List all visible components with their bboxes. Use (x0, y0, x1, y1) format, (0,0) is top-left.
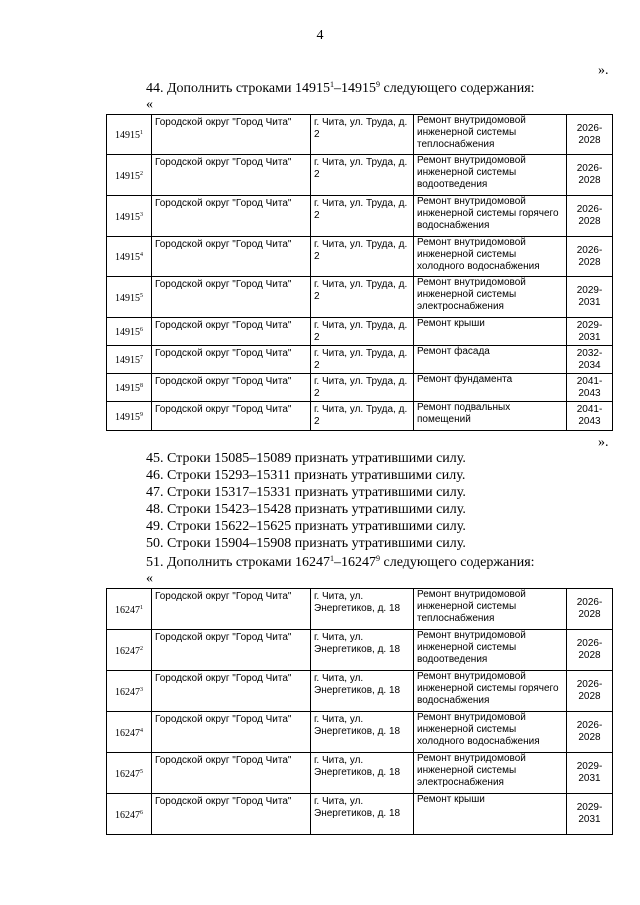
municipality-cell: Городской округ "Город Чита" (152, 794, 311, 835)
opening-quote-2: « (146, 571, 153, 586)
item-46: 46. Строки 15293–15311 признать утратившими силу. (146, 468, 466, 483)
item-51-sup-start: 1 (330, 554, 334, 563)
page-number: 4 (316, 28, 324, 43)
item-48: 48. Строки 15423–15428 признать утратившими силу. (146, 502, 466, 517)
row-number-sup: 6 (140, 327, 143, 333)
years-cell: 2029-2031 (567, 277, 613, 318)
years-cell: 2026-2028 (567, 712, 613, 753)
years-cell: 2026-2028 (567, 115, 613, 155)
address-cell: г. Чита, ул. Энергетиков, д. 18 (311, 753, 414, 794)
row-number (107, 712, 152, 753)
years-cell: 2029-2031 (567, 318, 613, 346)
item-47: 47. Строки 15317–15331 признать утратившими силу. (146, 485, 466, 500)
years-cell: 2029-2031 (567, 794, 613, 835)
municipality-cell: Городской округ "Город Чита" (152, 196, 311, 237)
municipality-cell: Городской округ "Город Чита" (152, 374, 311, 402)
closing-quote-previous: ». (598, 63, 609, 78)
table-row (107, 277, 613, 318)
closing-quote-table1: ». (598, 435, 609, 450)
work-type-cell: Ремонт внутридомовой инженерной системы теплоснабжения (414, 115, 567, 155)
work-type-cell: Ремонт внутридомовой инженерной системы горячего водоснабжения (414, 671, 567, 712)
row-number-sup: 5 (140, 768, 143, 775)
years-cell: 2026-2028 (567, 237, 613, 277)
item-51-dash: –16247 (334, 555, 376, 570)
rows-table-16247-body (107, 589, 613, 835)
row-number-sup: 3 (140, 211, 143, 218)
row-number-base: 16247 (115, 809, 140, 821)
table-row (107, 196, 613, 237)
address-cell: г. Чита, ул. Энергетиков, д. 18 (311, 630, 414, 671)
row-number-base: 14915 (115, 355, 140, 366)
rows-table-14915 (106, 114, 613, 431)
rows-table-14915-body (107, 115, 613, 431)
work-type-cell: Ремонт внутридомовой инженерной системы холодного водоснабжения (414, 712, 567, 753)
municipality-cell: Городской округ "Город Чита" (152, 115, 311, 155)
row-number (107, 155, 152, 196)
work-type-cell: Ремонт внутридомовой инженерной системы электроснабжения (414, 753, 567, 794)
address-cell: г. Чита, ул. Энергетиков, д. 18 (311, 589, 414, 630)
table-row (107, 589, 613, 630)
row-number-sup: 6 (140, 809, 143, 816)
row-number-sup: 4 (140, 727, 143, 734)
address-cell: г. Чита, ул. Труда, д. 2 (311, 155, 414, 196)
row-number-base: 16247 (115, 645, 140, 657)
row-number (107, 589, 152, 630)
municipality-cell: Городской округ "Город Чита" (152, 237, 311, 277)
address-cell: г. Чита, ул. Труда, д. 2 (311, 346, 414, 374)
row-number-base: 16247 (115, 768, 140, 780)
item-50: 50. Строки 15904–15908 признать утратившими силу. (146, 536, 466, 551)
row-number (107, 794, 152, 835)
address-cell: г. Чита, ул. Труда, д. 2 (311, 374, 414, 402)
rows-table-16247 (106, 588, 613, 835)
table-row (107, 115, 613, 155)
row-number (107, 277, 152, 318)
row-number (107, 402, 152, 431)
row-number-sup: 2 (140, 645, 143, 652)
row-number-base: 14915 (115, 211, 140, 223)
municipality-cell: Городской округ "Город Чита" (152, 402, 311, 431)
years-cell: 2026-2028 (567, 589, 613, 630)
item-49: 49. Строки 15622–15625 признать утратившими силу. (146, 519, 466, 534)
municipality-cell: Городской округ "Город Чита" (152, 155, 311, 196)
years-cell: 2029-2031 (567, 753, 613, 794)
table-row (107, 346, 613, 374)
table-row (107, 155, 613, 196)
row-number-base: 14915 (115, 327, 140, 338)
row-number-base: 16247 (115, 727, 140, 739)
row-number-base: 14915 (115, 130, 140, 141)
row-number-sup: 7 (140, 355, 143, 361)
row-number (107, 753, 152, 794)
municipality-cell: Городской округ "Город Чита" (152, 318, 311, 346)
work-type-cell: Ремонт внутридомовой инженерной системы водоотведения (414, 155, 567, 196)
work-type-cell: Ремонт внутридомовой инженерной системы электроснабжения (414, 277, 567, 318)
item-44-suffix: следующего содержания: (380, 81, 535, 96)
row-number (107, 115, 152, 155)
items-list (146, 450, 466, 552)
table-row (107, 374, 613, 402)
row-number-sup: 8 (140, 383, 143, 389)
municipality-cell: Городской округ "Город Чита" (152, 671, 311, 712)
row-number (107, 346, 152, 374)
work-type-cell: Ремонт фундамента (414, 374, 567, 402)
row-number-sup: 1 (140, 604, 143, 611)
table-row (107, 753, 613, 794)
table-row (107, 712, 613, 753)
table-row (107, 402, 613, 431)
item-44-sup-end: 9 (376, 80, 380, 89)
work-type-cell: Ремонт внутридомовой инженерной системы горячего водоснабжения (414, 196, 567, 237)
years-cell: 2026-2028 (567, 630, 613, 671)
table-row (107, 237, 613, 277)
municipality-cell: Городской округ "Город Чита" (152, 753, 311, 794)
row-number-sup: 9 (140, 411, 143, 418)
item-51-text: 51. Дополнить строками 16247 (146, 555, 330, 570)
row-number-base: 14915 (115, 252, 140, 263)
item-44-text: 44. Дополнить строками 14915 (146, 81, 330, 96)
row-number (107, 630, 152, 671)
item-44-dash: –14915 (334, 81, 376, 96)
row-number (107, 196, 152, 237)
item-51-sup-end: 9 (376, 554, 380, 563)
row-number-sup: 4 (140, 252, 143, 258)
table-row (107, 794, 613, 835)
row-number (107, 374, 152, 402)
municipality-cell: Городской округ "Город Чита" (152, 277, 311, 318)
municipality-cell: Городской округ "Город Чита" (152, 346, 311, 374)
years-cell: 2041-2043 (567, 374, 613, 402)
row-number-sup: 3 (140, 686, 143, 693)
address-cell: г. Чита, ул. Труда, д. 2 (311, 196, 414, 237)
item-45: 45. Строки 15085–15089 признать утратившими силу. (146, 451, 466, 466)
table-row (107, 671, 613, 712)
row-number-base: 16247 (115, 686, 140, 698)
years-cell: 2032-2034 (567, 346, 613, 374)
table-row (107, 630, 613, 671)
row-number (107, 671, 152, 712)
address-cell: г. Чита, ул. Труда, д. 2 (311, 318, 414, 346)
years-cell: 2041-2043 (567, 402, 613, 431)
work-type-cell: Ремонт фасада (414, 346, 567, 374)
municipality-cell: Городской округ "Город Чита" (152, 589, 311, 630)
row-number-base: 14915 (115, 292, 140, 304)
row-number (107, 318, 152, 346)
municipality-cell: Городской округ "Город Чита" (152, 712, 311, 753)
row-number-sup: 2 (140, 170, 143, 177)
work-type-cell: Ремонт внутридомовой инженерной системы теплоснабжения (414, 589, 567, 630)
municipality-cell: Городской округ "Город Чита" (152, 630, 311, 671)
item-44-sup-start: 1 (330, 80, 334, 89)
row-number-base: 14915 (115, 411, 140, 423)
row-number-sup: 5 (140, 292, 143, 299)
work-type-cell: Ремонт внутридомовой инженерной системы водоотведения (414, 630, 567, 671)
row-number-base: 16247 (115, 604, 140, 616)
address-cell: г. Чита, ул. Энергетиков, д. 18 (311, 794, 414, 835)
item-44-heading (146, 80, 535, 97)
years-cell: 2026-2028 (567, 671, 613, 712)
work-type-cell: Ремонт крыши (414, 794, 567, 835)
opening-quote: « (146, 97, 153, 112)
item-51-suffix: следующего содержания: (380, 555, 535, 570)
work-type-cell: Ремонт крыши (414, 318, 567, 346)
row-number-base: 14915 (115, 170, 140, 182)
years-cell: 2026-2028 (567, 155, 613, 196)
work-type-cell: Ремонт внутридомовой инженерной системы холодного водоснабжения (414, 237, 567, 277)
address-cell: г. Чита, ул. Энергетиков, д. 18 (311, 671, 414, 712)
address-cell: г. Чита, ул. Энергетиков, д. 18 (311, 712, 414, 753)
address-cell: г. Чита, ул. Труда, д. 2 (311, 277, 414, 318)
address-cell: г. Чита, ул. Труда, д. 2 (311, 402, 414, 431)
address-cell: г. Чита, ул. Труда, д. 2 (311, 237, 414, 277)
row-number-base: 14915 (115, 383, 140, 394)
row-number (107, 237, 152, 277)
item-51-heading (146, 554, 535, 571)
table-row (107, 318, 613, 346)
work-type-cell: Ремонт подвальных помещений (414, 402, 567, 431)
years-cell: 2026-2028 (567, 196, 613, 237)
address-cell: г. Чита, ул. Труда, д. 2 (311, 115, 414, 155)
row-number-sup: 1 (140, 130, 143, 136)
